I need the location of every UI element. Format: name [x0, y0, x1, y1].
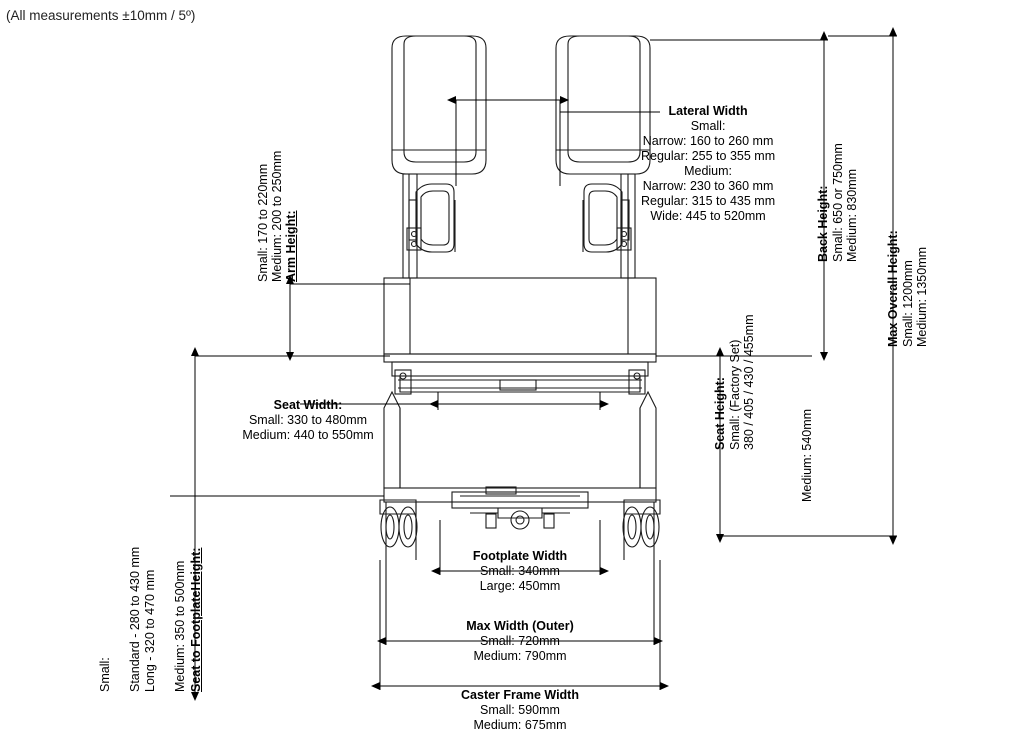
callout-max-overall-height-line-0: Small: 1200mm [901, 260, 915, 347]
callout-seat-to-footplate-line-2: Long - 320 to 470 mm [143, 569, 157, 692]
callout-arm-height-line-0: Small: 170 to 220mm [256, 163, 270, 282]
callout-arm-height-line-1: Medium: 200 to 250mm [270, 150, 284, 282]
callout-back-height-line-0: Small: 650 or 750mm [831, 143, 845, 262]
callout-lateral-width: Lateral Width Small: Narrow: 160 to 260 mm Regular: 255 to 355 mm Medium: Narrow: 230 to 360 mm Regular: 315 to 435 mm Wide: 445 to 520mm [641, 104, 776, 223]
callout-seat-width: Seat Width: Small: 330 to 480mm Medium: 440 to 550mm [242, 398, 374, 442]
callout-max-overall-height-line-1: Medium: 1350mm [915, 246, 929, 347]
callout-seat-height-line-2: Medium: 540mm [800, 408, 814, 502]
callout-footplate-width: Footplate Width Small: 340mm Large: 450mm [472, 549, 568, 593]
callout-seat-to-footplate-line-0: Small: [98, 657, 112, 692]
callout-seat-height-title: Seat Height: [713, 377, 727, 450]
callout-seat-to-footplate-line-3: Medium: 350 to 500mm [173, 560, 187, 692]
tolerance-note: (All measurements ±10mm / 5º) [6, 8, 196, 23]
callout-back-height-line-1: Medium: 830mm [845, 168, 859, 262]
callout-caster-frame-width: Caster Frame Width Small: 590mm Medium: 675mm [461, 688, 579, 732]
callout-max-overall-height-title: Max Overall Height: [886, 230, 900, 347]
chair-outline [380, 36, 660, 560]
callout-seat-height-line-1: 380 / 405 / 430 / 455mm [742, 314, 756, 450]
callout-max-width-outer: Max Width (Outer) Small: 720mm Medium: 790mm [466, 619, 574, 663]
callout-seat-to-footplate-title: Seat to FootplateHeight: [189, 547, 203, 692]
callout-seat-to-footplate-line-1: Standard - 280 to 430 mm [128, 546, 142, 692]
callout-seat-height-line-0: Small: (Factory Set) [728, 339, 742, 450]
callout-arm-height-title: Arm Height: [284, 210, 298, 282]
callout-back-height-title: Back Height: [816, 185, 830, 262]
